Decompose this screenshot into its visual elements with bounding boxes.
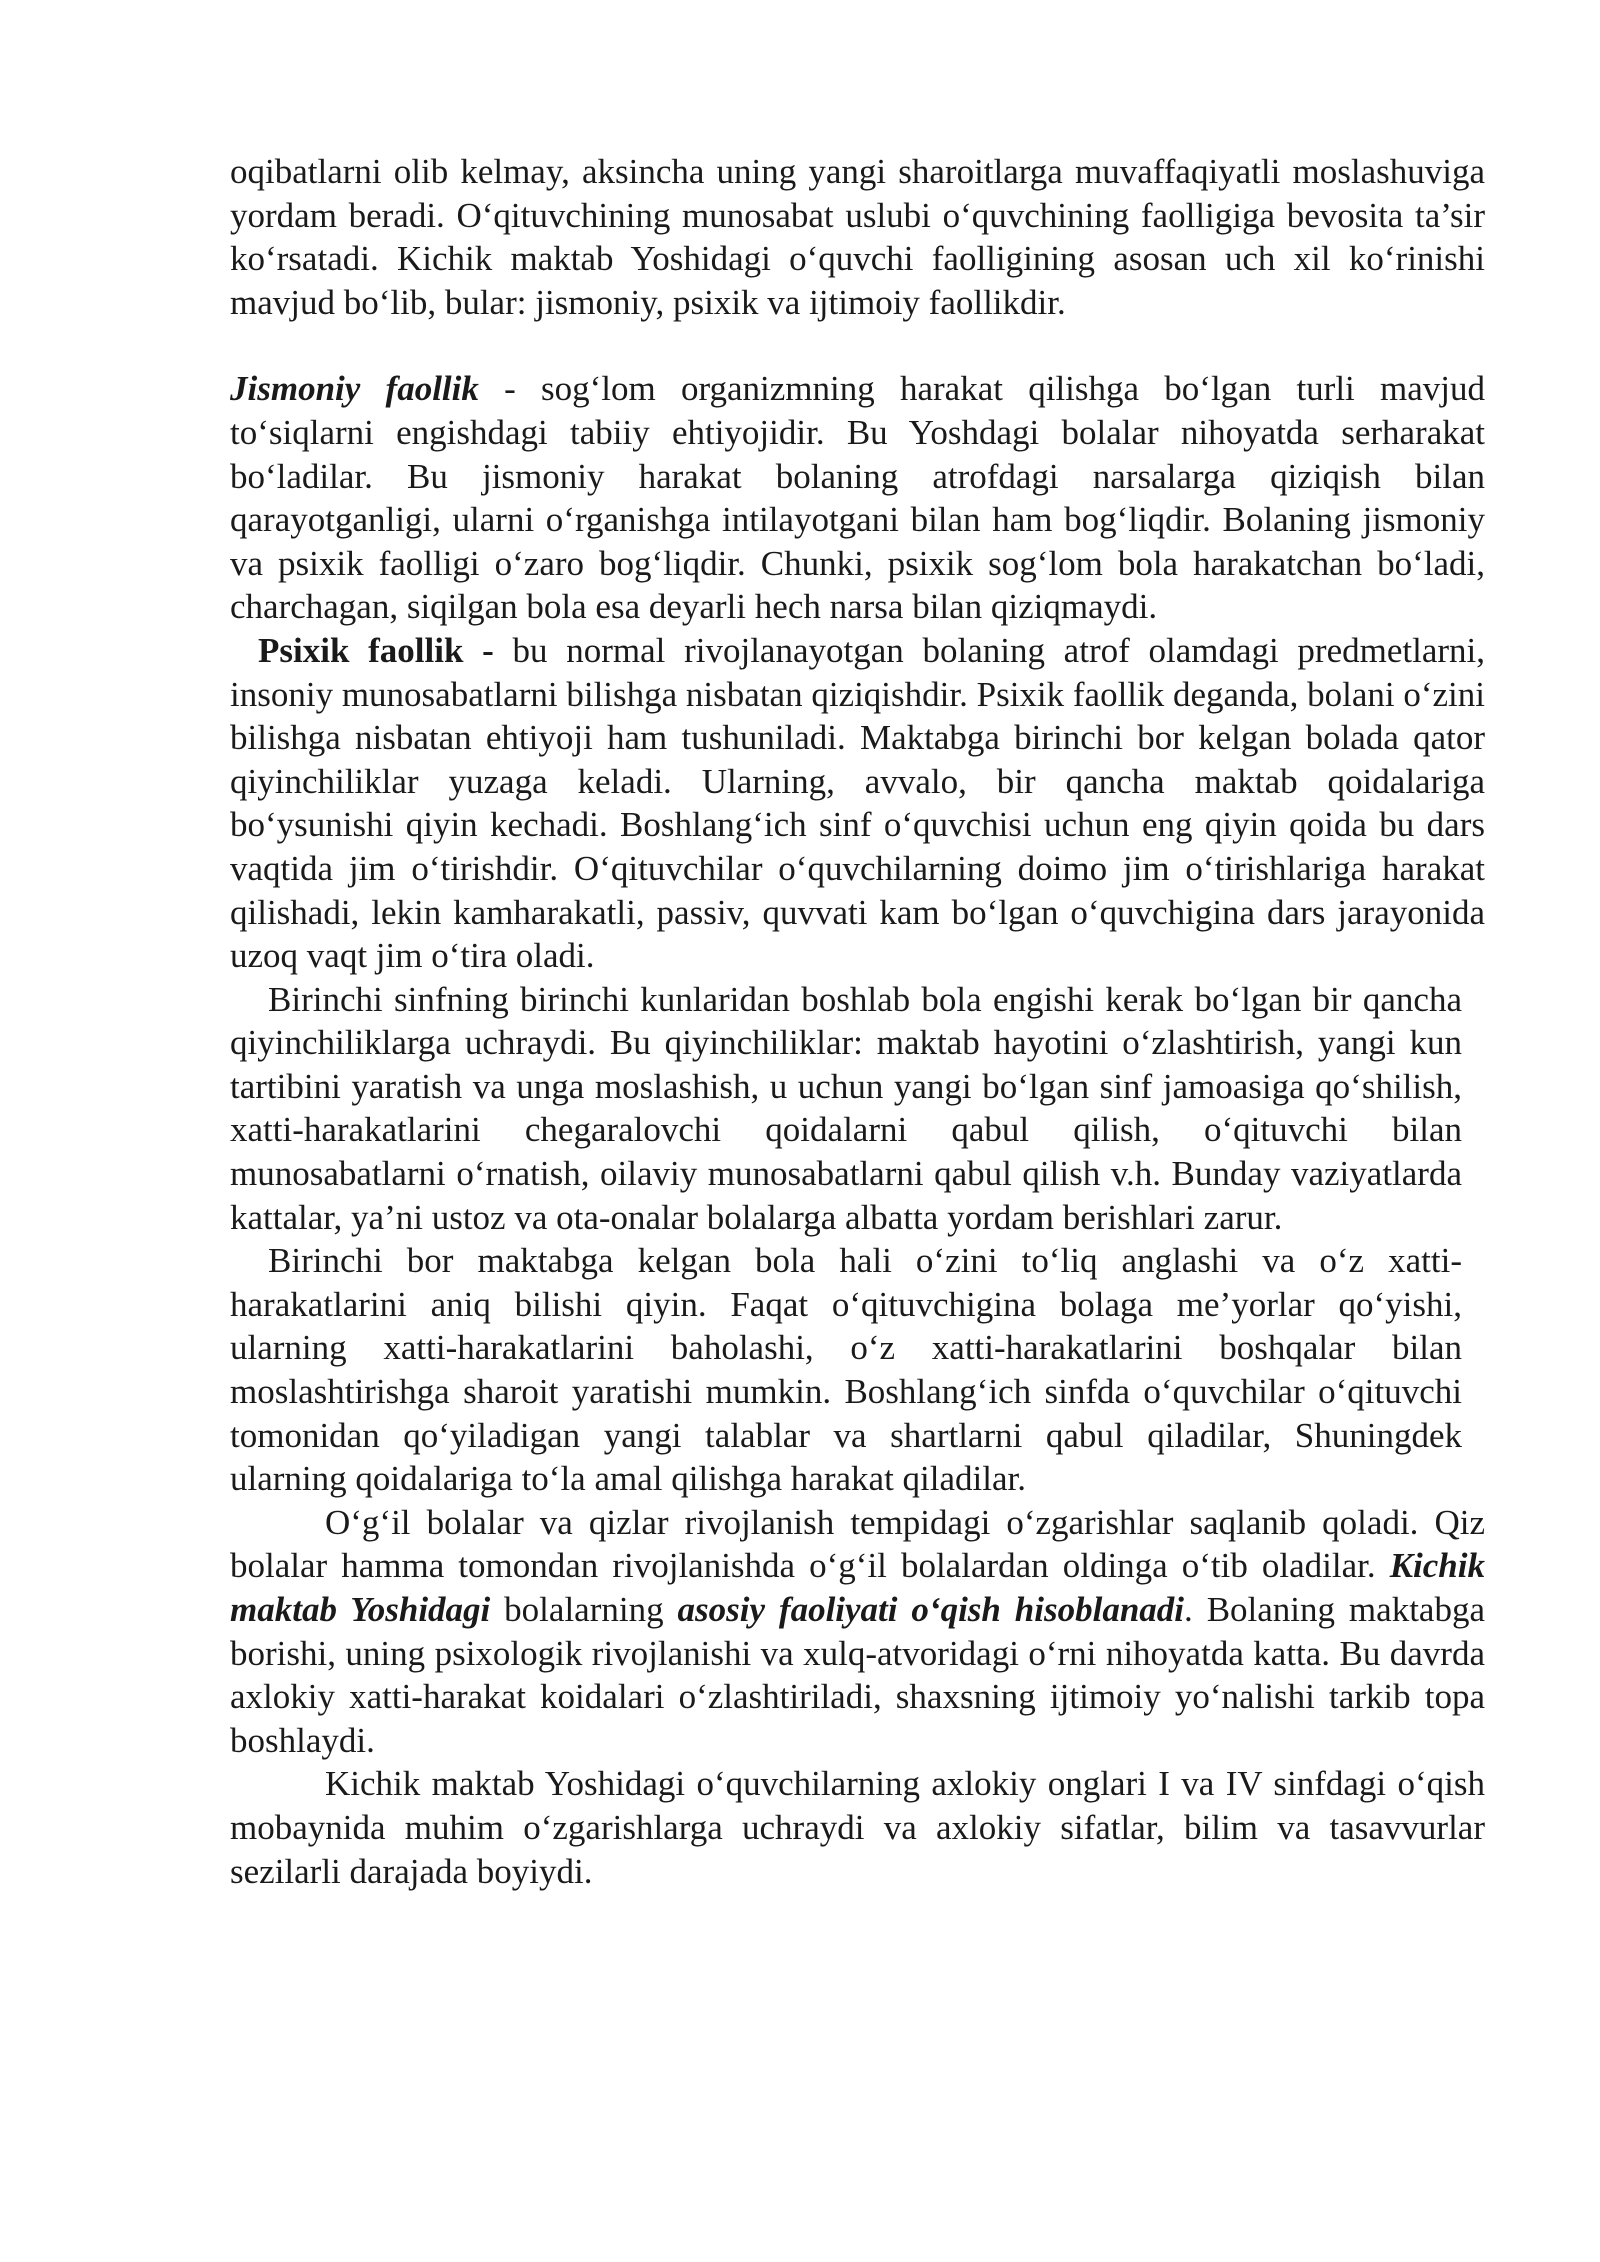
paragraph-physical-activity: [230, 367, 1485, 629]
term-psychic-activity: Psixik faollik -: [258, 630, 494, 670]
term-junior-school-age: Kichik maktab Yoshidagi: [230, 1546, 1485, 1629]
paragraph-text: bolalarning: [490, 1590, 678, 1629]
paragraph-teacher-role: [230, 1239, 1462, 1501]
paragraph-text: Birinchi bor maktabga kelgan bola hali o‘zini to‘liq anglashi va o‘z xatti-harakatlarini aniq bilishi qiyin. Faqat o‘qituvchigina bolaga me’yorlar qo‘yishi, ularning xatti-harakatlarini baholashi, o‘z xatti-harakatlarini boshqalar bilan moslashtirishga sharoit yaratishi mumkin. Boshlang‘ich sinfda o‘quvchilar o‘qituvchi tomonidan qo‘yiladigan yangi talablar va shartlarni qabul qiladilar, Shuningdek ularning qoidalariga to‘la amal qilishga harakat qiladilar.: [230, 1241, 1462, 1499]
paragraph-consequences: [230, 150, 1485, 324]
paragraph-text: - sog‘lom organizmning harakat qilishga bo‘lgan turli mavjud to‘siqlarni engishdagi tabiiy ehtiyojidir. Bu Yoshdagi bolalar nihoyatda serharakat bo‘ladilar. Bu jismoniy harakat bolaning atrofdagi narsalarga qiziqish bilan qarayotganligi, ularni o‘rganishga intilayotgani bilan ham bog‘liqdir. Bolaning jismoniy va psixik faolligi o‘zaro bog‘liqdir. Chunki, psixik sog‘lom bola harakatchan bo‘ladi, charchagan, siqilgan bola esa deyarli hech narsa bilan qiziqmaydi.: [230, 369, 1485, 627]
paragraph-text: Kichik maktab Yoshidagi o‘quvchilarning axlokiy onglari I va IV sinfdagi o‘qish mobaynida muhim o‘zgarishlarga uchraydi va axlokiy sifatlar, bilim va tasavvurlar sezilarli darajada boyiydi.: [230, 1764, 1485, 1891]
document-page: [230, 150, 1485, 1893]
term-physical-activity: Jismoniy faollik: [230, 369, 479, 409]
paragraph-psychic-activity: [230, 629, 1485, 978]
paragraph-text: O‘g‘il bolalar va qizlar rivojlanish tempidagi o‘zgarishlar saqlanib qoladi. Qiz bolalar hamma tomondan rivojlanishda o‘g‘il bolalardan oldinga o‘tib oladilar.: [230, 1502, 1485, 1586]
paragraph-text: . Bolaning maktabga borishi, uning psixologik rivojlanishi va xulq-atvoridagi o‘rni nihoyatda katta. Bu davrda axlokiy xatti-harakat koidalari o‘zlashtiriladi, shaxsning ijtimoiy yo‘nalishi tarkib topa boshlaydi.: [230, 1590, 1485, 1760]
paragraph-text: oqibatlarni olib kelmay, aksincha uning yangi sharoitlarga muvaffaqiyatli moslashuviga yordam beradi. O‘qituvchining munosabat uslubi o‘quvchining faolligiga bevosita ta’sir ko‘rsatadi. Kichik maktab Yoshidagi o‘quvchi faolligining asosan uch xil ko‘rinishi mavjud bo‘lib, bular: jismoniy, psixik va ijtimoiy faollikdir.: [230, 152, 1485, 322]
paragraph-text: bu normal rivojlanayotgan bolaning atrof olamdagi predmetlarni, insoniy munosabatlarni bilishga nisbatan qiziqishdir. Psixik faollik deganda, bolani o‘zini bilishga nisbatan ehtiyoji ham tushuniladi. Maktabga birinchi bor kelgan bolada qator qiyinchiliklar yuzaga keladi. Ularning, avvalo, bir qancha maktab qoidalariga bo‘ysunishi qiyin kechadi. Boshlang‘ich sinf o‘quvchisi uchun eng qiyin qoida bu dars vaqtida jim o‘tirishdir. O‘qituvchilar o‘quvchilarning doimo jim o‘tirishlariga harakat qilishadi, lekin kamharakatli, passiv, quvvati kam bo‘lgan o‘quvchigina dars jarayonida uzoq vaqt jim o‘tira oladi.: [230, 630, 1485, 976]
paragraph-spacer: [230, 324, 1485, 367]
paragraph-gender-development: [230, 1501, 1485, 1763]
term-main-activity: asosiy faoliyati o‘qish hisoblanadi: [677, 1590, 1185, 1629]
paragraph-first-grade-difficulties: [230, 978, 1462, 1240]
paragraph-text: Birinchi sinfning birinchi kunlaridan boshlab bola engishi kerak bo‘lgan bir qancha qiyinchiliklarga uchraydi. Bu qiyinchiliklar: maktab hayotini o‘zlashtirish, yangi kun tartibini yaratish va unga moslashish, u uchun yangi bo‘lgan sinf jamoasiga qo‘shilish, xatti-harakatlarini chegaralovchi qoidalarni qabul qilish, o‘qituvchi bilan munosabatlarni o‘rnatish, oilaviy munosabatlarni qabul qilish v.h. Bunday vaziyatlarda kattalar, ya’ni ustoz va ota-onalar bolalarga albatta yordam berishlari zarur.: [230, 979, 1462, 1237]
paragraph-moral-consciousness: [230, 1762, 1485, 1893]
